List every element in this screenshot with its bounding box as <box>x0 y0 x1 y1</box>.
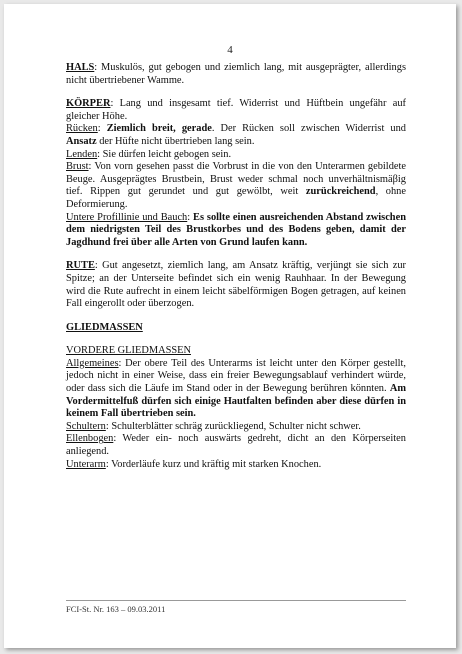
ruecken-pre: : <box>97 123 107 135</box>
page-number: 4 <box>227 44 233 56</box>
brust-bold: zurückreichend <box>305 186 376 198</box>
ruecken-bold-1: Ziemlich breit, gerade <box>106 123 212 135</box>
unterarm-paragraph <box>66 459 406 472</box>
ellenbogen-paragraph <box>66 433 406 458</box>
ruecken-mid: . Der Rücken soll zwischen Widerrist und <box>211 123 406 135</box>
vordere-gliedmassen-heading <box>66 345 406 358</box>
footer-divider <box>66 600 406 601</box>
hals-text: : Muskulös, gut gebogen und ziemlich lang, mit ausgeprägter, allerdings nicht übertriebener Wamme. <box>66 62 406 86</box>
rute-text: : Gut angesetzt, ziemlich lang, am Ansatz kräftig, verjüngt sie sich zur Spitze; an der Unterseite befindet sich ein wenig Rauhhaar. In der Bewegung wird die Rute aufrecht in einem leicht säbelförmigen Bogen getragen, auf keinen Fall eingerollt oder überzogen. <box>66 260 406 310</box>
gliedmassen-heading-text: GLIEDMASSEN <box>66 321 143 333</box>
rute-paragraph <box>66 260 406 310</box>
ruecken-paragraph <box>66 123 406 148</box>
allgemeines-term: Allgemeines <box>66 357 119 369</box>
rute-term: RUTE <box>66 260 95 272</box>
koerper-paragraph <box>66 98 406 123</box>
hals-term: HALS <box>66 62 95 73</box>
schultern-paragraph <box>66 421 406 434</box>
gliedmassen-heading <box>66 322 406 335</box>
allgemeines-bold: Am Vordermittelfuß dürfen sich einige Hautfalten befinden aber diese dürfen in keinem Fall übertrieben sein. <box>66 383 406 420</box>
ruecken-bold-2: Ansatz <box>66 135 97 147</box>
allgemeines-paragraph <box>66 358 406 421</box>
ellenbogen-term: Ellenbogen <box>66 433 114 445</box>
ruecken-term: Rücken <box>66 123 98 135</box>
lenden-text: : Sie dürfen leicht gebogen sein. <box>97 148 232 160</box>
page-footer: FCI-St. Nr. 163 – 09.03.2011 <box>66 604 166 614</box>
lenden-paragraph <box>66 149 406 162</box>
unterarm-text: : Vorderläufe kurz und kräftig mit starken Knochen. <box>105 458 322 470</box>
ruecken-post: der Hüfte nicht übertrieben lang sein. <box>96 135 255 147</box>
brust-term: Brust <box>66 161 89 173</box>
profil-bold: Es sollte einen ausreichenden Abstand zwischen dem niedrigsten Teil des Brustkorbes und des Bodens geben, damit der Jagdhund frei über alle Arten von Grund laufen kann. <box>66 211 406 248</box>
schultern-term: Schultern <box>66 420 106 432</box>
brust-paragraph <box>66 161 406 211</box>
profil-term: Untere Profillinie und Bauch <box>66 211 188 223</box>
document-page <box>4 4 456 648</box>
page-content <box>66 62 406 471</box>
profil-pre: : <box>187 211 194 223</box>
brust-post: , ohne Deformierung. <box>66 186 406 210</box>
profil-paragraph <box>66 212 406 250</box>
allgemeines-pre: : Der obere Teil des Unterarms ist leicht unter den Körper gestellt, jedoch nicht in einer Weise, dass ein freier Bewegungsablauf verhindert würde, oder dass sich die Läufe im Stand oder in der Bewegung berühren könnten. <box>66 357 406 395</box>
unterarm-term: Unterarm <box>66 458 106 470</box>
koerper-text: : Lang und insgesamt tief. Widerrist und Hüftbein ungefähr auf gleicher Höhe. <box>66 98 406 122</box>
vordere-gliedmassen-heading-text: VORDERE GLIEDMASSEN <box>66 345 191 357</box>
hals-paragraph <box>66 62 406 87</box>
schultern-text: : Schulterblätter schräg zurückliegend, Schulter nicht schwer. <box>105 420 361 432</box>
brust-pre: : Von vorn gesehen passt die Vorbrust in die von den Unterarmen gebildete Beuge. Ausgeprägtes Brustbein, Brust weder schmal noch unverhältnismäβig tief. Rippen gut gerundet und gut gewölbt, weit <box>66 161 406 198</box>
lenden-term: Lenden <box>66 148 98 160</box>
koerper-term: KÖRPER <box>66 98 111 110</box>
ellenbogen-text: : Weder ein- noch auswärts gedreht, dicht an den Körperseiten anliegend. <box>66 433 406 458</box>
